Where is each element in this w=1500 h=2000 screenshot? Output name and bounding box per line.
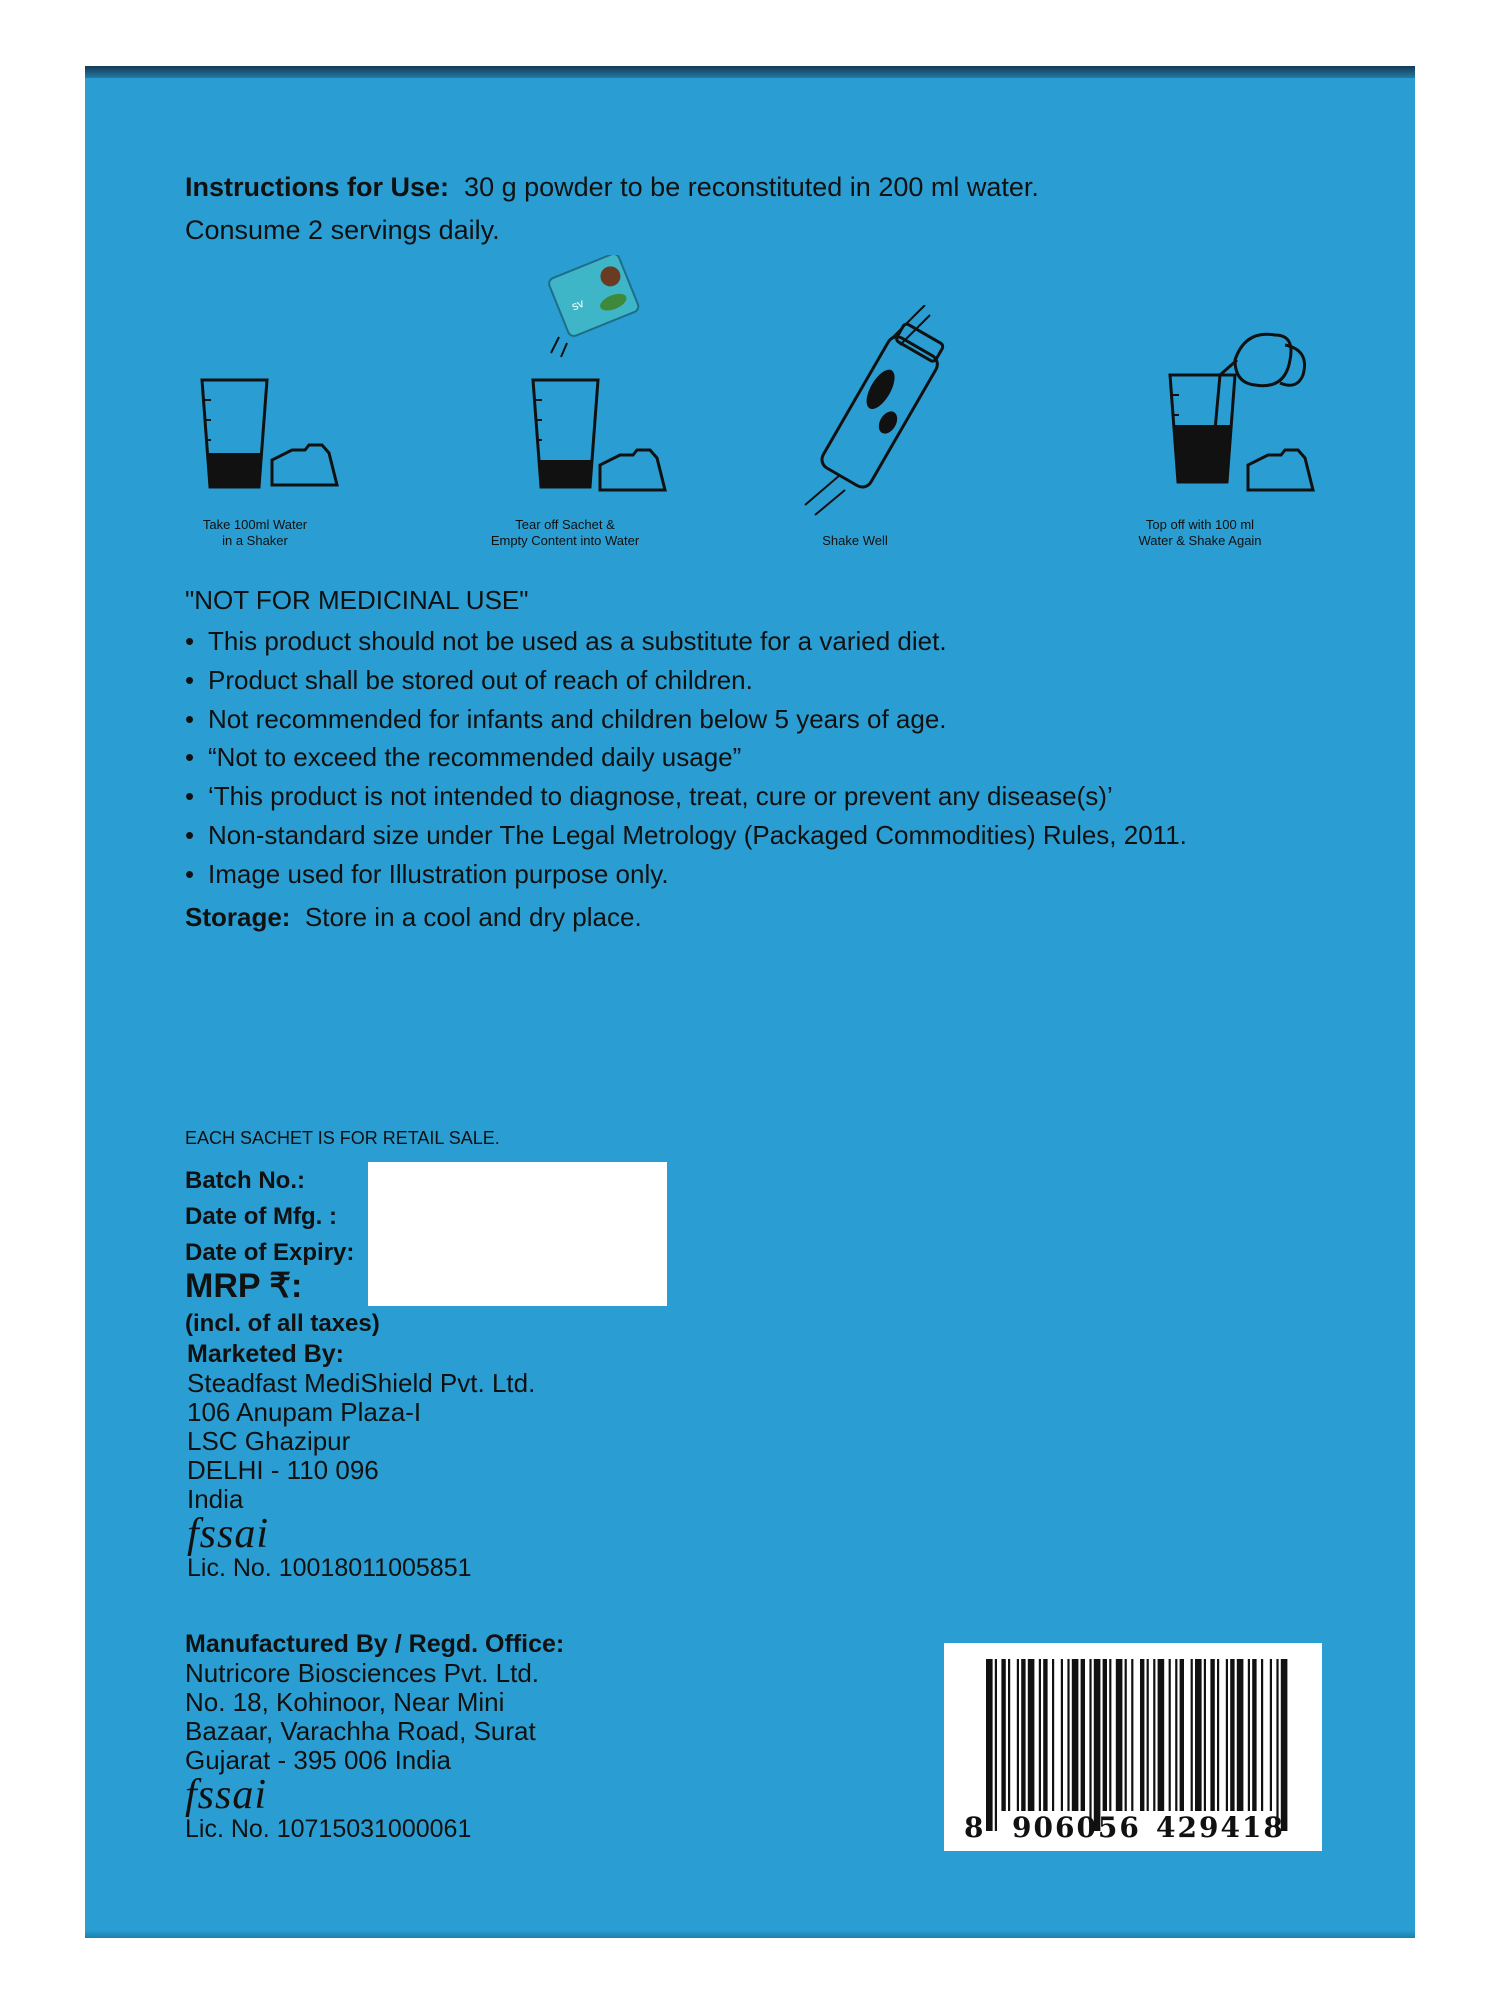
step1-caption2: in a Shaker xyxy=(222,533,288,548)
barcode-bar xyxy=(1140,1659,1144,1811)
barcode-bar xyxy=(1072,1659,1079,1811)
barcode-group1: 906056 xyxy=(1012,1811,1141,1844)
step2-caption1: Tear off Sachet & xyxy=(515,517,615,532)
manufactured-by-title: Manufactured By / Regd. Office: xyxy=(185,1630,565,1658)
barcode-bar xyxy=(1248,1659,1250,1811)
warning-item: • ‘This product is not intended to diagnose, treat, cure or prevent any disease(s)’ xyxy=(185,777,1285,816)
barcode-bar xyxy=(995,1659,997,1831)
shaker-lid-icon xyxy=(597,445,677,495)
manufactured-by xyxy=(185,1630,564,1844)
address-line: Nutricore Biosciences Pvt. Ltd. xyxy=(185,1658,540,1688)
barcode-bar xyxy=(1125,1659,1127,1811)
barcode-bar xyxy=(1153,1659,1155,1811)
mrp-note: (incl. of all taxes) xyxy=(185,1310,380,1337)
address-line: DELHI - 110 096 xyxy=(187,1455,379,1485)
address-line: LSC Ghazipur xyxy=(187,1426,351,1456)
barcode-bar xyxy=(1276,1659,1278,1831)
barcode-bar xyxy=(1147,1659,1149,1811)
step3-caption1: Shake Well xyxy=(822,533,888,548)
barcode-bar xyxy=(1008,1659,1010,1811)
address-line: Bazaar, Varachha Road, Surat xyxy=(185,1716,536,1746)
address-line: No. 18, Kohinoor, Near Mini xyxy=(185,1687,505,1717)
address-line: India xyxy=(187,1484,244,1514)
glass-water-icon xyxy=(197,375,347,495)
mrp-label: MRP ₹: xyxy=(185,1267,303,1305)
license-number: Lic. No. 10715031000061 xyxy=(185,1815,472,1843)
barcode-group2: 429418 xyxy=(1156,1811,1285,1844)
barcode-bar xyxy=(1017,1659,1019,1811)
barcode-bar xyxy=(1175,1659,1177,1811)
barcode-bar xyxy=(1061,1659,1063,1811)
warnings xyxy=(185,585,1285,894)
barcode-bar xyxy=(1169,1659,1171,1811)
license-number: Lic. No. 10018011005851 xyxy=(187,1554,472,1582)
batch-info xyxy=(185,1163,354,1271)
box-bottom-edge xyxy=(85,1930,1415,1938)
barcode-bar xyxy=(1195,1659,1202,1811)
fssai-logo: fssai xyxy=(185,1772,268,1818)
step4-caption2: Water & Shake Again xyxy=(1138,533,1262,548)
warning-item: • Product shall be stored out of reach of children. xyxy=(185,661,1285,700)
svg-text:sv: sv xyxy=(569,295,586,314)
address-line: 106 Anupam Plaza-I xyxy=(187,1397,422,1427)
mfg-date-label: Date of Mfg. : xyxy=(185,1203,337,1230)
instructions-label: Instructions for Use: xyxy=(185,172,450,202)
barcode-bar xyxy=(986,1659,993,1831)
warning-item: • Not recommended for infants and children below 5 years of age. xyxy=(185,700,1285,739)
barcode xyxy=(944,1643,1322,1851)
warning-item: • Image used for Illustration purpose only. xyxy=(185,855,1285,894)
barcode-bar xyxy=(1261,1659,1263,1811)
barcode-bar xyxy=(1028,1659,1035,1811)
barcode-bar xyxy=(1191,1659,1193,1811)
instructions-line2: Consume 2 servings daily. xyxy=(185,215,500,245)
barcode-bar xyxy=(1116,1659,1123,1811)
warnings-list xyxy=(185,622,1285,894)
barcode-bar xyxy=(1281,1659,1288,1831)
barcode-first-digit: 8 xyxy=(964,1811,986,1844)
expiry-date-label: Date of Expiry: xyxy=(185,1239,355,1266)
barcode-bar xyxy=(1109,1659,1111,1811)
barcode-bar xyxy=(1089,1659,1091,1831)
barcode-bar xyxy=(1081,1659,1085,1811)
barcode-bar xyxy=(1131,1659,1133,1811)
storage-text: Store in a cool and dry place. xyxy=(304,902,642,932)
barcode-bar xyxy=(1043,1659,1047,1811)
barcode-bar xyxy=(1270,1659,1272,1811)
barcode-bar xyxy=(1001,1659,1005,1811)
barcode-bar xyxy=(1210,1659,1214,1811)
batch-label: Batch No.: xyxy=(185,1167,305,1194)
storage xyxy=(185,902,642,933)
warnings-heading: "NOT FOR MEDICINAL USE" xyxy=(185,585,529,615)
barcode-bar xyxy=(1052,1659,1054,1811)
barcode-bar xyxy=(1230,1659,1234,1811)
barcode-bar xyxy=(1237,1659,1244,1811)
warning-item: • This product should not be used as a substitute for a varied diet. xyxy=(185,622,1285,661)
shaker-lid-icon xyxy=(1245,445,1325,495)
address-line: Gujarat - 395 006 India xyxy=(185,1745,451,1775)
fssai-logo: fssai xyxy=(187,1511,270,1557)
warning-item: • Non-standard size under The Legal Metrology (Packaged Commodities) Rules, 2011. xyxy=(185,816,1285,855)
batch-print-area xyxy=(368,1162,667,1306)
barcode-bar xyxy=(1158,1659,1165,1811)
marketed-by-title: Marketed By: xyxy=(187,1340,344,1368)
address-line: Steadfast MediShield Pvt. Ltd. xyxy=(187,1368,536,1398)
marketed-by xyxy=(187,1340,535,1583)
barcode-bar xyxy=(1094,1659,1101,1831)
warning-item: • “Not to exceed the recommended daily usage” xyxy=(185,738,1285,777)
storage-label: Storage: xyxy=(185,902,291,932)
barcode-bar xyxy=(1103,1659,1107,1811)
instructions-line1: 30 g powder to be reconstituted in 200 ml water. xyxy=(464,172,1039,202)
instructions xyxy=(185,166,1185,252)
retail-note: EACH SACHET IS FOR RETAIL SALE. xyxy=(185,1128,500,1148)
usage-steps xyxy=(185,255,1335,555)
barcode-bar xyxy=(1217,1659,1219,1811)
step1-caption1: Take 100ml Water xyxy=(202,517,308,532)
shaker-icon xyxy=(795,305,955,525)
barcode-bar xyxy=(1067,1659,1069,1811)
barcode-bar xyxy=(1252,1659,1256,1811)
barcode-bar xyxy=(1204,1659,1206,1811)
barcode-bar xyxy=(1226,1659,1228,1811)
barcode-bar xyxy=(1021,1659,1025,1811)
barcode-bar xyxy=(1180,1659,1184,1811)
step2-caption2: Empty Content into Water xyxy=(490,533,640,548)
barcode-bar xyxy=(1039,1659,1041,1811)
step4-caption1: Top off with 100 ml xyxy=(1145,517,1255,532)
